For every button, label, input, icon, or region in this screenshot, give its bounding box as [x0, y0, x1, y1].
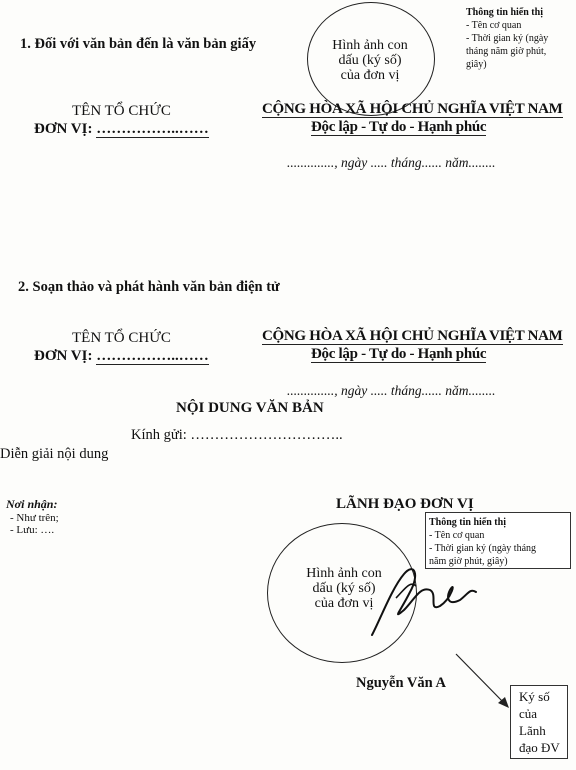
- section-2-title: 2. Soạn thảo và phát hành văn bản điện tử: [18, 279, 280, 295]
- arrow-line: [456, 654, 505, 704]
- info-line: năm giờ phút, giây): [429, 556, 508, 567]
- unit-dots: ……………..……: [96, 348, 209, 364]
- stamp-line: của đơn vị: [314, 596, 374, 611]
- signer-name: Nguyễn Văn A: [356, 675, 446, 691]
- document-title: NỘI DUNG VĂN BẢN: [176, 400, 324, 416]
- section-1-title: 1. Đối với văn bản đến là văn bản giấy: [20, 36, 257, 52]
- unit-label: ĐƠN VỊ:: [34, 348, 93, 364]
- unit-label: ĐƠN VỊ:: [34, 121, 93, 137]
- stamp-line: của đơn vị: [340, 68, 400, 83]
- date-line-2: .............., ngày ..... tháng...... năm........: [287, 383, 496, 398]
- sig-box-line: của: [519, 706, 538, 721]
- date-line-1: .............., ngày ..... tháng...... năm........: [287, 155, 496, 170]
- leader-title: LÃNH ĐẠO ĐƠN VỊ: [336, 496, 474, 512]
- info-line: - Tên cơ quan: [466, 20, 522, 31]
- info-line: tháng năm giờ phút,: [466, 46, 547, 57]
- recipients-label: Nơi nhận:: [6, 497, 58, 511]
- motto-text: Độc lập - Tự do - Hạnh phúc: [311, 346, 487, 362]
- stamp-line: Hình ảnh con: [332, 38, 408, 53]
- content-text: Diễn giải nội dung: [0, 446, 109, 462]
- info-line: - Thời gian ký (ngày tháng: [429, 543, 537, 554]
- recipient-item: - Như trên;: [10, 512, 59, 524]
- info-line: - Tên cơ quan: [429, 530, 485, 541]
- signature-box: [510, 685, 568, 759]
- signature-scribble-icon: [372, 569, 476, 635]
- unit-dots: ……………..……: [96, 121, 209, 137]
- stamp-line: Hình ảnh con: [306, 566, 382, 581]
- greeting-line: Kính gửi: …………………………..: [131, 427, 343, 443]
- stamp-line: dấu (ký số): [312, 581, 376, 596]
- org-name-1: TÊN TỔ CHỨC: [72, 103, 171, 119]
- org-name-2: TÊN TỔ CHỨC: [72, 330, 171, 346]
- nation-text: CỘNG HÒA XÃ HỘI CHỦ NGHĨA VIỆT NAM: [262, 101, 563, 117]
- nation-text: CỘNG HÒA XÃ HỘI CHỦ NGHĨA VIỆT NAM: [262, 328, 563, 344]
- info-title: Thông tin hiển thị: [429, 517, 506, 528]
- recipient-item: - Lưu: ….: [10, 524, 55, 536]
- sig-box-line: Lãnh: [519, 723, 546, 738]
- info-line: giây): [466, 59, 487, 70]
- motto-text: Độc lập - Tự do - Hạnh phúc: [311, 119, 487, 135]
- stamp-line: dấu (ký số): [338, 53, 402, 68]
- sig-box-line: Ký số: [519, 689, 550, 704]
- info-title: Thông tin hiển thị: [466, 7, 543, 18]
- sig-box-line: đạo ĐV: [519, 740, 560, 755]
- info-line: - Thời gian ký (ngày: [466, 33, 549, 44]
